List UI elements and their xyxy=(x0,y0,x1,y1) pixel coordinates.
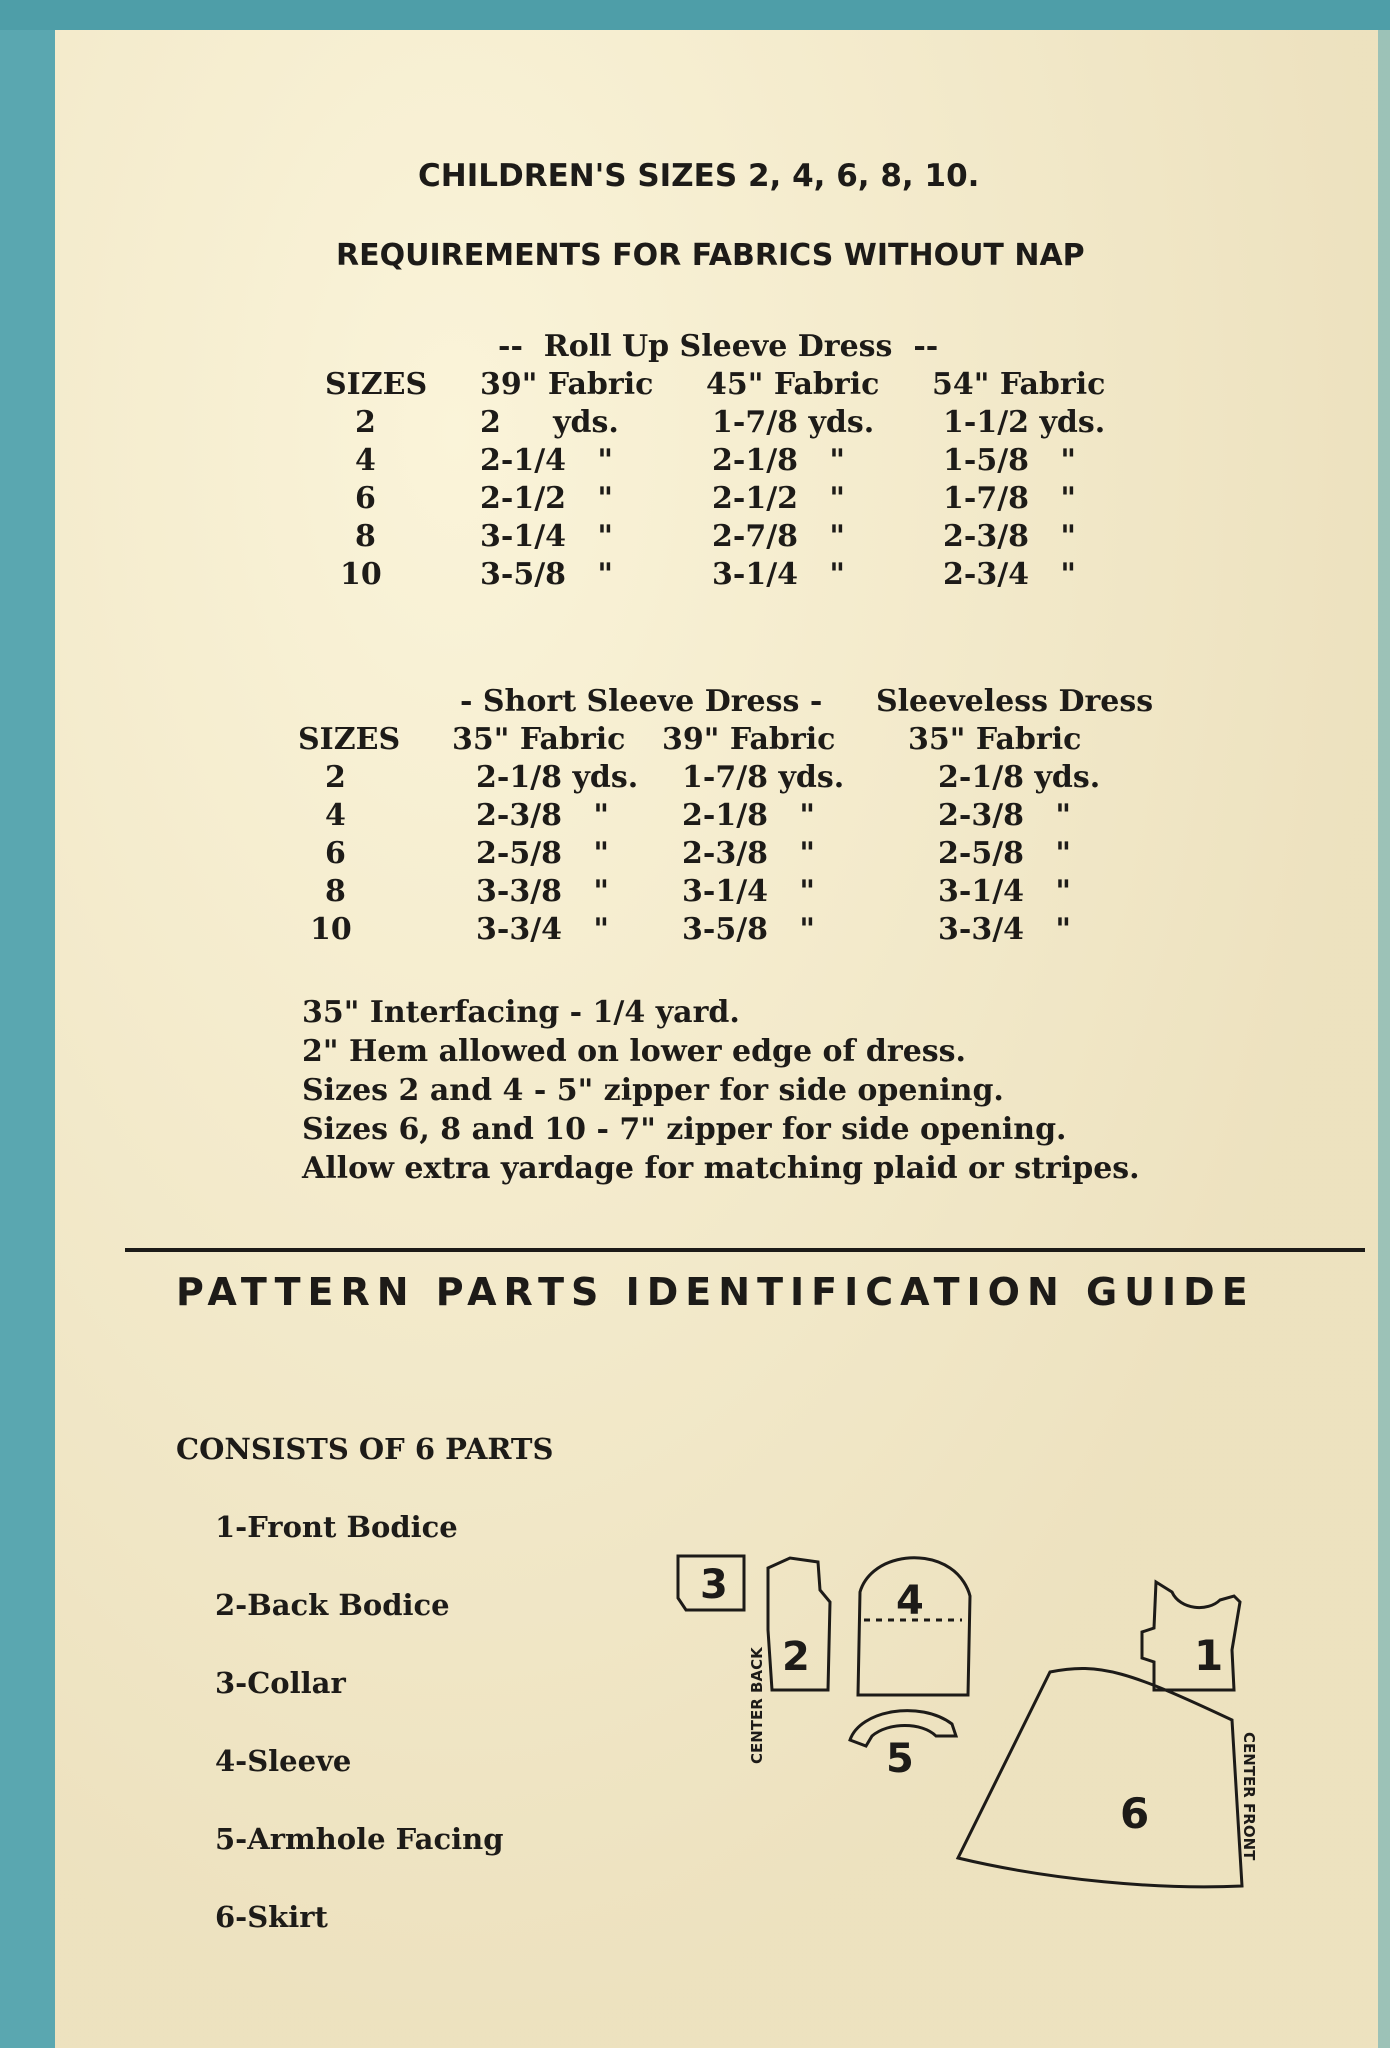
table1-row-cell: 2-1/8 " xyxy=(712,443,845,478)
table2-row-cell: 2-3/8 " xyxy=(476,798,609,833)
table1-row-size: 6 xyxy=(355,481,376,516)
part-item: 6-Skirt xyxy=(215,1900,328,1934)
table2-row-cell: 2-5/8 " xyxy=(476,836,609,871)
diagram-label-1: 1 xyxy=(1194,1631,1224,1680)
table1-col-39: 39" Fabric xyxy=(480,367,654,402)
page-title: CHILDREN'S SIZES 2, 4, 6, 8, 10. xyxy=(418,158,980,194)
diagram-label-6: 6 xyxy=(1120,1789,1150,1838)
table2-row-size: 2 xyxy=(325,760,346,795)
table1-row-cell: 3-5/8 " xyxy=(480,557,613,592)
table2-row-cell: 3-1/4 " xyxy=(682,874,815,909)
section-subtitle: REQUIREMENTS FOR FABRICS WITHOUT NAP xyxy=(336,238,1085,273)
diagram-label-5: 5 xyxy=(886,1736,914,1782)
table2-row-cell: 2-1/8 yds. xyxy=(476,760,639,795)
part-item: 2-Back Bodice xyxy=(215,1588,450,1622)
table1-row-size: 4 xyxy=(355,443,376,478)
table2-row-cell: 2-1/8 " xyxy=(682,798,815,833)
note-zipper-small: Sizes 2 and 4 - 5" zipper for side opening. xyxy=(302,1073,1004,1108)
section-divider xyxy=(125,1248,1365,1252)
table2-row-cell: 2-5/8 " xyxy=(938,836,1071,871)
table1-col-54: 54" Fabric xyxy=(932,367,1106,402)
guide-title: PATTERN PARTS IDENTIFICATION GUIDE xyxy=(176,1270,1255,1314)
table1-row-cell: 2 yds. xyxy=(480,405,619,440)
table2-col-39: 39" Fabric xyxy=(662,722,836,757)
table2-row-cell: 2-3/8 " xyxy=(682,836,815,871)
note-zipper-large: Sizes 6, 8 and 10 - 7" zipper for side opening. xyxy=(302,1112,1067,1147)
table2-row-size: 8 xyxy=(325,874,346,909)
pattern-pieces-diagram xyxy=(660,1540,1300,1900)
table1-row-cell: 2-3/4 " xyxy=(943,557,1076,592)
center-front-label: CENTER FRONT xyxy=(1240,1732,1258,1861)
table2-col-35b: 35" Fabric xyxy=(908,722,1082,757)
part-item: 1-Front Bodice xyxy=(215,1510,458,1544)
table1-row-cell: 2-1/4 " xyxy=(480,443,613,478)
part-item: 5-Armhole Facing xyxy=(215,1822,504,1856)
diagram-label-4: 4 xyxy=(896,1578,924,1624)
teal-border-top xyxy=(0,0,1390,30)
table1-col-45: 45" Fabric xyxy=(706,367,880,402)
table1-row-size: 2 xyxy=(355,405,376,440)
consists-heading: CONSISTS OF 6 PARTS xyxy=(176,1432,554,1466)
skirt-piece xyxy=(958,1668,1242,1886)
table2-col-35: 35" Fabric xyxy=(452,722,626,757)
table1-row-cell: 2-1/2 " xyxy=(480,481,613,516)
table1-row-cell: 1-7/8 yds. xyxy=(712,405,875,440)
table2-row-cell: 3-1/4 " xyxy=(938,874,1071,909)
table1-heading: -- Roll Up Sleeve Dress -- xyxy=(498,329,939,364)
table2-row-size: 4 xyxy=(325,798,346,833)
table2-row-cell: 3-3/4 " xyxy=(938,912,1071,947)
table2-heading-sleeveless: Sleeveless Dress xyxy=(876,684,1154,719)
note-hem: 2" Hem allowed on lower edge of dress. xyxy=(302,1034,966,1069)
table1-row-size: 8 xyxy=(355,519,376,554)
teal-border-right xyxy=(1378,30,1390,2048)
table1-row-cell: 3-1/4 " xyxy=(480,519,613,554)
table2-row-cell: 2-1/8 yds. xyxy=(938,760,1101,795)
diagram-label-3: 3 xyxy=(700,1562,728,1608)
part-item: 3-Collar xyxy=(215,1666,346,1700)
table1-row-cell: 3-1/4 " xyxy=(712,557,845,592)
diagram-label-2: 2 xyxy=(782,1634,810,1680)
table2-col-sizes: SIZES xyxy=(298,722,401,757)
center-back-label: CENTER BACK xyxy=(748,1647,766,1764)
table2-row-size: 6 xyxy=(325,836,346,871)
table2-row-cell: 3-3/4 " xyxy=(476,912,609,947)
table2-row-cell: 2-3/8 " xyxy=(938,798,1071,833)
front-bodice-piece xyxy=(1142,1582,1240,1690)
table2-row-cell: 3-5/8 " xyxy=(682,912,815,947)
table1-row-cell: 2-7/8 " xyxy=(712,519,845,554)
table1-row-size: 10 xyxy=(340,557,382,592)
table2-row-cell: 3-3/8 " xyxy=(476,874,609,909)
table2-heading-short: - Short Sleeve Dress - xyxy=(460,684,823,719)
part-item: 4-Sleeve xyxy=(215,1744,352,1778)
table1-col-sizes: SIZES xyxy=(325,367,428,402)
note-plaid: Allow extra yardage for matching plaid or stripes. xyxy=(302,1151,1140,1186)
table2-row-cell: 1-7/8 yds. xyxy=(682,760,845,795)
table2-row-size: 10 xyxy=(310,912,352,947)
table1-row-cell: 2-1/2 " xyxy=(712,481,845,516)
table1-row-cell: 1-1/2 yds. xyxy=(943,405,1106,440)
table1-row-cell: 1-7/8 " xyxy=(943,481,1076,516)
table1-row-cell: 2-3/8 " xyxy=(943,519,1076,554)
note-interfacing: 35" Interfacing - 1/4 yard. xyxy=(302,995,740,1030)
table1-row-cell: 1-5/8 " xyxy=(943,443,1076,478)
